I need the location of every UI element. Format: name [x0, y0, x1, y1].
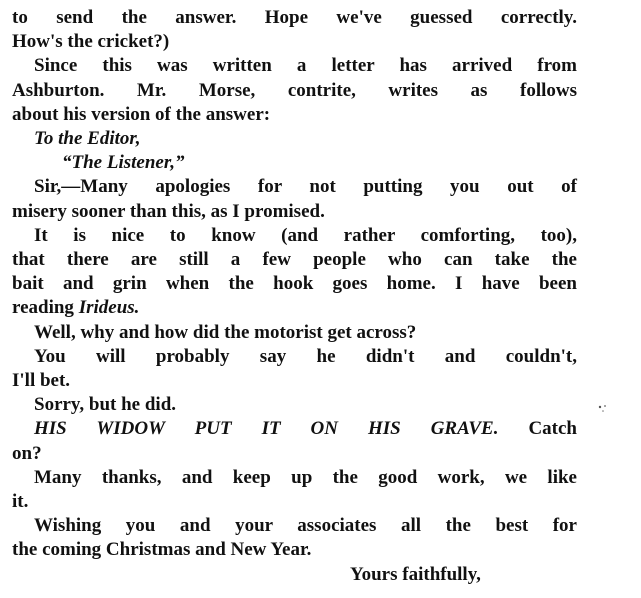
book-title: Irideus.	[78, 297, 140, 319]
text-line: on?	[12, 442, 42, 464]
text-line: that there are still a few people who can take the	[12, 249, 577, 271]
text-line: the coming Christmas and New Year.	[12, 539, 312, 561]
text-line: Ashburton. Mr. Morse, contrite, writes as follows	[12, 79, 577, 101]
text-segment: reading	[12, 297, 79, 319]
text-line: Since this was written a letter has arrived from	[34, 55, 577, 77]
text-line: about his version of the answer:	[12, 103, 271, 125]
article-text	[12, 6, 577, 587]
print-speck	[596, 402, 610, 414]
text-line: How's the cricket?)	[12, 31, 170, 53]
text-line: Sorry, but he did.	[34, 394, 177, 416]
answer-text: HIS WIDOW PUT IT ON HIS GRAVE.	[34, 418, 499, 440]
salutation-line: To the Editor,	[34, 128, 141, 150]
text-line: it.	[12, 491, 29, 513]
text-line	[12, 417, 577, 441]
text-line: I'll bet.	[12, 370, 71, 392]
text-line: Well, why and how did the motorist get across?	[34, 321, 417, 343]
text-line: It is nice to know (and rather comforting, too),	[34, 224, 577, 246]
signoff-line: Yours faithfully,	[350, 563, 481, 585]
text-line: Many thanks, and keep up the good work, we like	[34, 466, 577, 488]
text-line: Sir,—Many apologies for not putting you out of	[34, 176, 577, 198]
salutation-line: “The Listener,”	[62, 152, 185, 174]
text-line: bait and grin when the hook goes home. I have been	[12, 273, 577, 295]
text-segment: Catch	[498, 418, 577, 440]
text-line: Wishing you and your associates all the best for	[34, 515, 577, 537]
text-line: You will probably say he didn't and couldn't,	[34, 345, 577, 367]
text-line	[12, 296, 577, 320]
text-line: misery sooner than this, as I promised.	[12, 200, 325, 222]
text-line: to send the answer. Hope we've guessed correctly.	[12, 7, 577, 28]
